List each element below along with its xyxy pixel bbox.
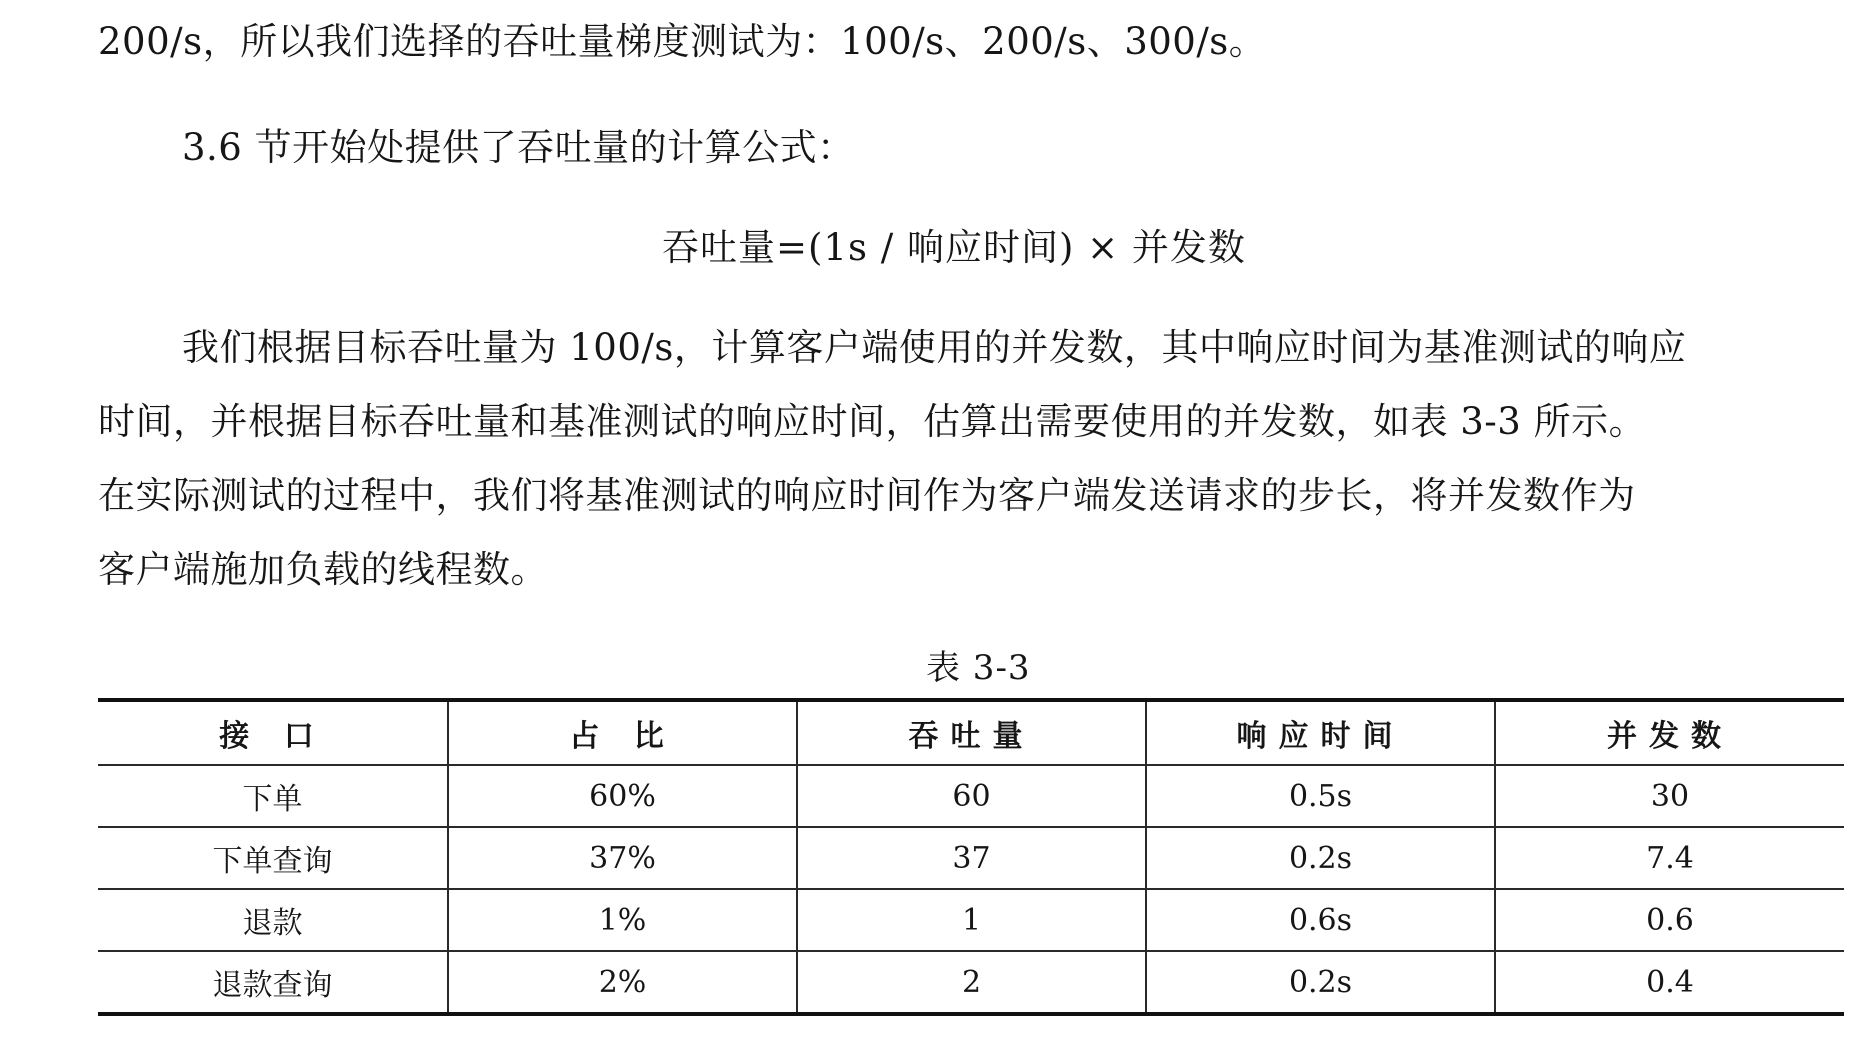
cell-interface: 下单查询 <box>98 827 448 889</box>
cell-interface: 退款查询 <box>98 951 448 1014</box>
table-row <box>98 951 1844 1014</box>
cell-concurrency: 7.4 <box>1646 840 1694 876</box>
table-header-row <box>98 700 1844 765</box>
cell-ratio: 1% <box>448 889 797 951</box>
cell-ratio: 60% <box>448 765 797 827</box>
cell-interface: 退款 <box>98 889 448 951</box>
table-row <box>98 827 1844 889</box>
cell-concurrency: 0.6 <box>1646 902 1694 938</box>
paragraph-line: 我们根据目标吞吐量为 100/s，计算客户端使用的并发数，其中响应时间为基准测试的响应 <box>182 326 1687 369</box>
throughput-formula: 吞吐量=(1s / 响应时间) × 并发数 <box>662 226 1246 269</box>
cell-response-time: 0.5s <box>1146 765 1495 827</box>
cell-throughput: 1 <box>797 889 1146 951</box>
header-throughput: 吞吐量 <box>797 700 1146 765</box>
cell-throughput: 60 <box>797 765 1146 827</box>
paragraph-line: 时间，并根据目标吞吐量和基准测试的响应时间，估算出需要使用的并发数，如表 3-3 所示。 <box>98 400 1647 443</box>
table-caption: 表 3-3 <box>926 648 1031 688</box>
formula-intro-text: 3.6 节开始处提供了吞吐量的计算公式： <box>182 126 855 169</box>
cell-response-time: 0.2s <box>1146 827 1495 889</box>
cell-response-time: 0.6s <box>1146 889 1495 951</box>
cell-throughput: 37 <box>797 827 1146 889</box>
header-concurrency: 并发数 <box>1607 719 1733 754</box>
table-row <box>98 765 1844 827</box>
header-response-time: 响应时间 <box>1146 700 1495 765</box>
cell-interface: 下单 <box>98 765 448 827</box>
cell-concurrency: 0.4 <box>1646 964 1694 1000</box>
header-interface: 接 口 <box>98 700 448 765</box>
cell-concurrency: 30 <box>1650 778 1690 814</box>
header-ratio: 占 比 <box>448 700 797 765</box>
cell-response-time: 0.2s <box>1146 951 1495 1014</box>
paragraph-line: 200/s，所以我们选择的吞吐量梯度测试为：100/s、200/s、300/s。 <box>98 20 1267 63</box>
cell-ratio: 2% <box>448 951 797 1014</box>
paragraph-line: 客户端施加负载的线程数。 <box>98 548 548 591</box>
concurrency-table <box>98 698 1844 1016</box>
cell-ratio: 37% <box>448 827 797 889</box>
table-row <box>98 889 1844 951</box>
cell-throughput: 2 <box>797 951 1146 1014</box>
paragraph-line: 在实际测试的过程中，我们将基准测试的响应时间作为客户端发送请求的步长，将并发数作为 <box>98 474 1636 517</box>
